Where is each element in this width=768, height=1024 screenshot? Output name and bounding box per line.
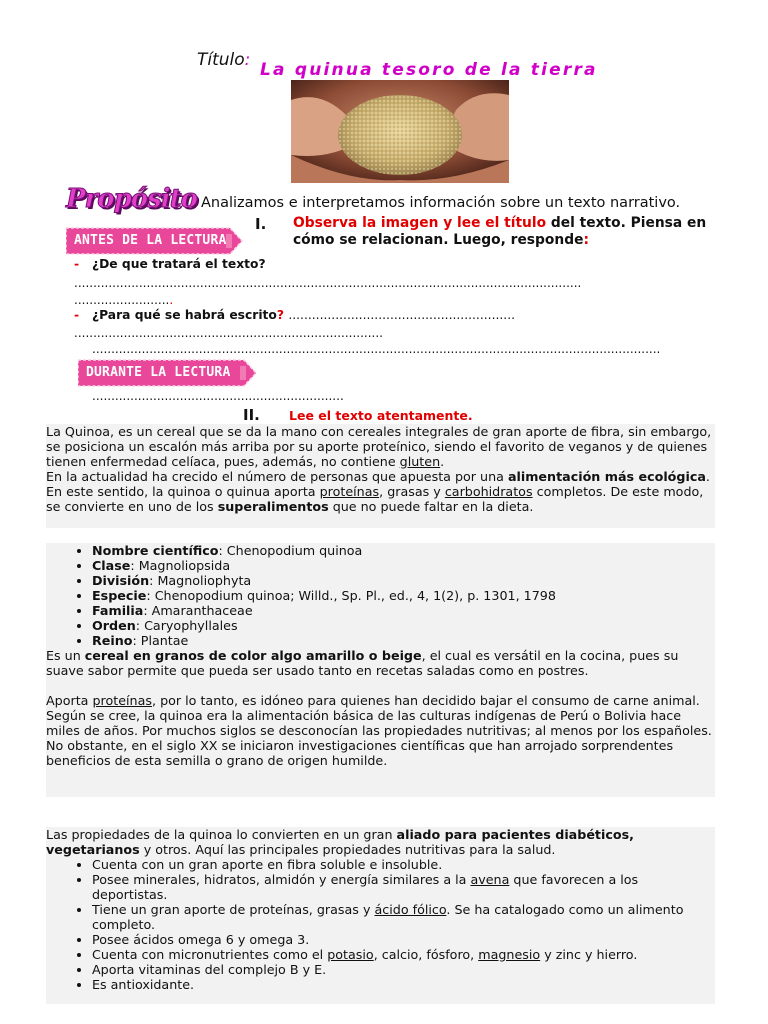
link-potasio[interactable]: potasio: [327, 947, 374, 962]
paragraph: La Quinoa, es un cereal que se da la mano con cereales integrales de gran aporte de fibra, sin embargo, se posiciona un escalón más arriba por su aporte proteínico, siendo el favorito de veganos y de quienes tienen enfermedad celíaca, pues, además, no contiene gluten.: [46, 424, 712, 469]
page-title: La quinua tesoro de la tierra: [260, 60, 598, 80]
reading-paragraph-box-1: [46, 424, 715, 528]
purpose-text: Analizamos e interpretamos información sobre un texto narrativo.: [201, 195, 681, 211]
list-item: • Posee ácidos omega 6 y omega 3.: [92, 932, 715, 947]
section-2-number: II.: [243, 406, 260, 424]
link-carbohidratos[interactable]: carbohidratos: [444, 484, 533, 499]
reading-paragraph-box-3: [46, 827, 715, 1004]
paragraph: Según se cree, la quinoa era la alimentación básica de las culturas indígenas de Perú o Bolivia hace miles de años. Por muchos siglos se desconocían las propiedades nutritivas; al menos por los españoles.: [46, 708, 712, 738]
banner-antes-de-la-lectura: [66, 226, 244, 256]
question-1: - ¿De que tratará el texto?: [74, 257, 266, 271]
reading-paragraph-box-2: [46, 543, 715, 797]
list-item: • Clase: Magnoliopsida: [92, 558, 715, 573]
link-magnesio[interactable]: magnesio: [478, 947, 541, 962]
list-item: • Reino: Plantae: [92, 633, 715, 648]
title-colon: :: [244, 50, 251, 70]
paragraph: Las propiedades de la quinoa lo convierten en un gran aliado para pacientes diabéticos, vegetarianos y otros. Aquí las principales propiedades nutritivas para la salud.: [46, 827, 634, 857]
question-2: - ¿Para qué se habrá escrito? ..........................................................: [74, 308, 516, 322]
list-item: • Es antioxidante.: [92, 977, 715, 992]
purpose-heading: Propósito: [66, 184, 197, 214]
list-item: • Especie: Chenopodium quinoa; Willd., Sp. Pl., ed., 4, 1(2), p. 1301, 1798: [92, 588, 715, 603]
answer-line: ..................................................................: [92, 389, 344, 403]
banner-durante-la-lectura: [78, 358, 258, 388]
list-item: • Cuenta con un gran aporte en fibra soluble e insoluble.: [92, 857, 715, 872]
answer-line: .....................................................................................................................................................: [92, 342, 661, 356]
section-2-instruction: Lee el texto atentamente.: [289, 408, 473, 423]
link-acido-folico[interactable]: ácido fólico: [374, 902, 447, 917]
answer-line: .................................................................................: [74, 326, 383, 340]
list-item: • Orden: Caryophyllales: [92, 618, 715, 633]
list-item: • Familia: Amaranthaceae: [92, 603, 715, 618]
section-1-instruction: Observa la imagen y lee el título del texto. Piensa en cómo se relacionan. Luego, responde:: [293, 215, 707, 248]
quinoa-hands-image: [291, 80, 509, 183]
banner-antes-label: ANTES DE LA LECTURA: [74, 233, 227, 248]
list-item: • Posee minerales, hidratos, almidón y energía similares a la avena que favorecen a los deportistas.: [92, 872, 715, 902]
paragraph: No obstante, en el siglo XX se iniciaron investigaciones científicas que han arrojado sorprendentes beneficios de esta semilla o grano de origen humilde.: [46, 738, 674, 768]
list-item: • Nombre científico: Chenopodium quinoa: [92, 543, 715, 558]
list-item: • Tiene un gran aporte de proteínas, grasas y ácido fólico. Se ha catalogado como un alimento completo.: [92, 902, 715, 932]
paragraph: Aporta proteínas, por lo tanto, es idóneo para quienes han decidido bajar el consumo de carne animal.: [46, 693, 700, 708]
title-label: Título:: [197, 50, 251, 70]
link-proteinas[interactable]: proteínas: [319, 484, 380, 499]
properties-list: [46, 857, 715, 992]
link-proteinas[interactable]: proteínas: [92, 693, 152, 708]
taxonomy-list: [46, 543, 715, 648]
paragraph: Es un cereal en granos de color algo amarillo o beige, el cual es versátil en la cocina, pues su suave sabor permite que pueda ser usado tanto en recetas saladas como en postres.: [46, 648, 679, 678]
paragraph: En la actualidad ha crecido el número de personas que apuesta por una alimentación más ecológica. En este sentido, la quinoa o quinua aporta proteínas, grasas y carbohidratos completos. De este modo, se convierte en uno de los superalimentos que no puede faltar en la dieta.: [46, 469, 710, 514]
link-avena[interactable]: avena: [470, 872, 510, 887]
list-item: • Cuenta con micronutrientes como el potasio, calcio, fósforo, magnesio y zinc y hierro.: [92, 947, 715, 962]
list-item: • Aporta vitaminas del complejo B y E.: [92, 962, 715, 977]
list-item: • División: Magnoliophyta: [92, 573, 715, 588]
section-1-number: I.: [255, 215, 267, 233]
answer-line: ..........................: [74, 293, 174, 307]
answer-line: .....................................................................................................................................: [74, 276, 582, 290]
banner-durante-label: DURANTE LA LECTURA: [86, 365, 231, 380]
link-gluten[interactable]: gluten: [399, 454, 441, 469]
